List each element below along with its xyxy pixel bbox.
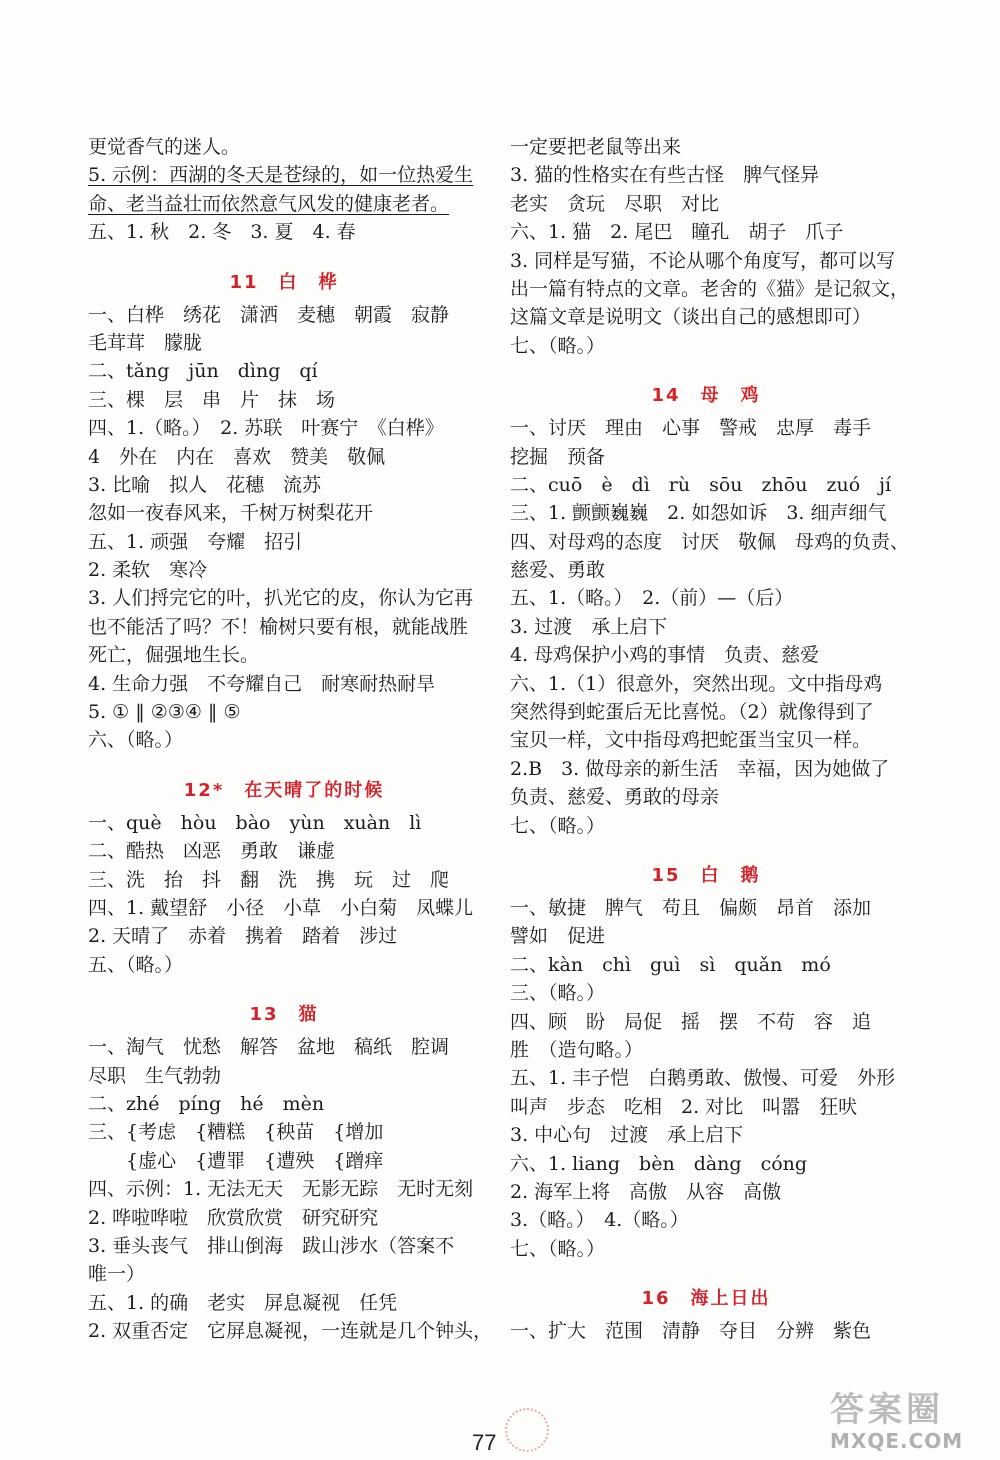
answer-line: 六、（略。） bbox=[88, 729, 184, 752]
answer-line: 3. 同样是写猫，不论从哪个角度写，都可以写 bbox=[510, 249, 896, 272]
answer-line: 3. 垂头丧气 排山倒海 跋山涉水（答案不 bbox=[88, 1234, 455, 1257]
answer-line: 3. 过渡 承上启下 bbox=[510, 615, 668, 638]
answer-line: 忽如一夜春风来，千树万树梨花开 bbox=[88, 502, 374, 525]
answer-line: 命、老当益壮而依然意气风发的健康老者。 bbox=[88, 192, 450, 215]
answer-line: 譬如 促进 bbox=[510, 925, 606, 948]
answer-line: 更觉香气的迷人。 bbox=[88, 136, 241, 158]
answer-line: 2. 哗啦哗啦 欣赏欣赏 研究研究 bbox=[88, 1206, 379, 1229]
answer-line: 这篇文章是说明文（谈出自己的感想即可） bbox=[510, 306, 872, 329]
answer-line: 一、敏捷 脾气 苟且 偏颇 昂首 添加 bbox=[510, 896, 872, 919]
answer-line: 四、对母鸡的态度 讨厌 敬佩 母鸡的负责、 bbox=[510, 530, 910, 553]
answer-line: 二、cuō è dì rù sōu zhōu zuó jí bbox=[510, 473, 892, 496]
section-spacer bbox=[510, 840, 902, 858]
answer-line: 五、1. 顽强 夸耀 招引 bbox=[88, 530, 303, 553]
section-heading: 11 白 桦 bbox=[229, 271, 339, 293]
section-spacer bbox=[510, 360, 902, 378]
answer-line: 挖掘 预备 bbox=[510, 445, 606, 468]
answer-line: 一、què hòu bào yùn xuàn lì bbox=[88, 811, 422, 834]
answer-line: 三、1. 颤颤巍巍 2. 如怨如诉 3. 细声细气 bbox=[510, 502, 887, 525]
answer-line: 二、酷热 凶恶 勇敢 谦虚 bbox=[88, 840, 336, 863]
answer-line: 三、洗 抬 抖 翻 洗 携 玩 过 爬 bbox=[88, 868, 450, 891]
answer-line: 2.B 3. 做母亲的新生活 幸福，因为她做了 bbox=[510, 757, 890, 780]
answer-line: 4. 生命力强 不夸耀自己 耐寒耐热耐旱 bbox=[88, 672, 436, 695]
answer-line: 死亡，倔强地生长。 bbox=[88, 644, 260, 667]
watermark-logo bbox=[830, 1390, 990, 1454]
answer-line: 二、zhé píng hé mèn bbox=[88, 1092, 325, 1115]
answer-line: 七、（略。） bbox=[510, 814, 606, 837]
answer-line: 3. 猫的性格实在有些古怪 脾气怪异 bbox=[510, 164, 820, 187]
answer-line: 五、1. 丰子恺 白鹅勇敢、傲慢、可爱 外形 bbox=[510, 1067, 896, 1090]
answer-line: 七、（略。） bbox=[510, 334, 606, 357]
answer-line: 突然得到蛇蛋后无比喜悦。（2）就像得到了 bbox=[510, 701, 874, 724]
answer-line: 一、白桦 绣花 潇洒 麦穗 朝霞 寂静 bbox=[88, 303, 450, 326]
answer-line: 也不能活了吗？不！榆树只要有根，就能战胜 bbox=[88, 615, 469, 638]
answer-line: 负责、慈爱、勇敢的母亲 bbox=[510, 786, 720, 809]
section-spacer bbox=[88, 247, 480, 265]
answer-line: 五、1.（略。） 2.（前）—（后） bbox=[510, 587, 794, 610]
answer-line: 一、讨厌 理由 心事 警戒 忠厚 毒手 bbox=[510, 417, 872, 440]
answer-line: 2. 天晴了 赤着 携着 踏着 涉过 bbox=[88, 925, 398, 948]
answer-line: 四、1. 戴望舒 小径 小草 小白菊 凤蝶儿 bbox=[88, 896, 474, 919]
answer-line: 2. 双重否定 它屏息凝视，一连就是几个钟头， bbox=[88, 1320, 493, 1343]
answer-line: {虚心 {遭罪 {遭殃 {蹭痒 bbox=[88, 1149, 384, 1172]
answer-line: 六、1. liang bèn dàng cóng bbox=[510, 1152, 808, 1175]
answer-line: 一、扩大 范围 清静 夺目 分辨 紫色 bbox=[510, 1320, 872, 1343]
answer-line: 3. 人们捋完它的叶，扒光它的皮，你认为它再 bbox=[88, 587, 474, 610]
answer-line: 3. 比喻 拟人 花穗 流苏 bbox=[88, 473, 322, 496]
section-heading: 12* 在天晴了的时候 bbox=[183, 779, 385, 801]
answer-line: 四、顾 盼 局促 摇 摆 不苟 容 追 bbox=[510, 1010, 872, 1033]
answer-line: 四、1.（略。） 2. 苏联 叶赛宁 《白桦》 bbox=[88, 417, 444, 440]
section-heading: 13 猫 bbox=[249, 1004, 319, 1026]
answer-line: 二、kàn chì guì sì quǎn mó bbox=[510, 953, 831, 976]
answer-line: 五、1. 秋 2. 冬 3. 夏 4. 春 bbox=[88, 221, 356, 244]
section-spacer bbox=[88, 979, 480, 997]
answer-line: 慈爱、勇敢 bbox=[510, 559, 606, 582]
answer-line: 4. 母鸡保护小鸡的事情 负责、慈爱 bbox=[510, 644, 820, 667]
answer-line: 叫声 步态 吃相 2. 对比 叫嚣 狂吠 bbox=[510, 1095, 858, 1118]
answer-line: 2. 柔软 寒冷 bbox=[88, 559, 208, 582]
answer-line: 3.（略。） 4.（略。） bbox=[510, 1209, 689, 1232]
answer-line: 一定要把老鼠等出来 bbox=[510, 136, 682, 158]
answer-line: 出一篇有特点的文章。老舍的《猫》是记叙文， bbox=[510, 277, 910, 300]
answer-line: 尽职 生气勃勃 bbox=[88, 1064, 222, 1087]
page-number: 77 bbox=[472, 1430, 497, 1455]
answer-line: 老实 贪玩 尽职 对比 bbox=[510, 192, 720, 215]
answer-line: 4 外在 内在 喜欢 赞美 敬佩 bbox=[88, 445, 386, 468]
answer-line: 唯一） bbox=[88, 1263, 146, 1286]
answer-line: 5. 示例：西湖的冬天是苍绿的，如一位热爱生 bbox=[88, 164, 474, 187]
answer-line: 三、{考虑 {糟糕 {秧苗 {增加 bbox=[88, 1121, 384, 1144]
answer-line: 四、示例：1. 无法无天 无影无踪 无时无刻 bbox=[88, 1178, 474, 1201]
answer-line: 六、1. 猫 2. 尾巴 瞳孔 胡子 爪子 bbox=[510, 221, 844, 244]
answer-line: 五、（略。） bbox=[88, 953, 184, 976]
answer-line: 2. 海军上将 高傲 从容 高傲 bbox=[510, 1180, 782, 1203]
section-heading: 15 白 鹅 bbox=[651, 864, 761, 886]
answer-line: 3. 中心句 过渡 承上启下 bbox=[510, 1124, 744, 1147]
answer-line: 六、1.（1）很意外，突然出现。文中指母鸡 bbox=[510, 672, 883, 695]
watermark-bottom: MXQE.COM bbox=[830, 1429, 964, 1453]
answer-line: 三、（略。） bbox=[510, 982, 606, 1005]
left-column bbox=[88, 133, 493, 1345]
answer-line: 毛茸茸 朦胧 bbox=[88, 331, 203, 354]
section-heading: 16 海上日出 bbox=[641, 1288, 771, 1310]
answer-line: 三、棵 层 串 片 抹 场 bbox=[88, 388, 336, 411]
answer-line: 五、1. 的确 老实 屏息凝视 任凭 bbox=[88, 1291, 398, 1314]
decorative-stamp-icon bbox=[505, 1408, 549, 1452]
answer-line: 宝贝一样，文中指母鸡把蛇蛋当宝贝一样。 bbox=[510, 729, 872, 752]
watermark-top: 答案圈 bbox=[830, 1390, 944, 1430]
answer-line: 一、淘气 忧愁 解答 盆地 稿纸 腔调 bbox=[88, 1036, 450, 1059]
answer-line: 七、（略。） bbox=[510, 1237, 606, 1260]
section-spacer bbox=[510, 1263, 902, 1281]
section-spacer bbox=[88, 755, 480, 773]
right-column bbox=[510, 133, 910, 1345]
answer-line: 二、tǎng jūn dìng qí bbox=[88, 360, 318, 383]
answer-line: 胜 （造句略。） bbox=[510, 1038, 644, 1061]
answer-line: 5. ① ‖ ②③④ ‖ ⑤ bbox=[88, 701, 241, 724]
section-heading: 14 母 鸡 bbox=[651, 385, 761, 407]
